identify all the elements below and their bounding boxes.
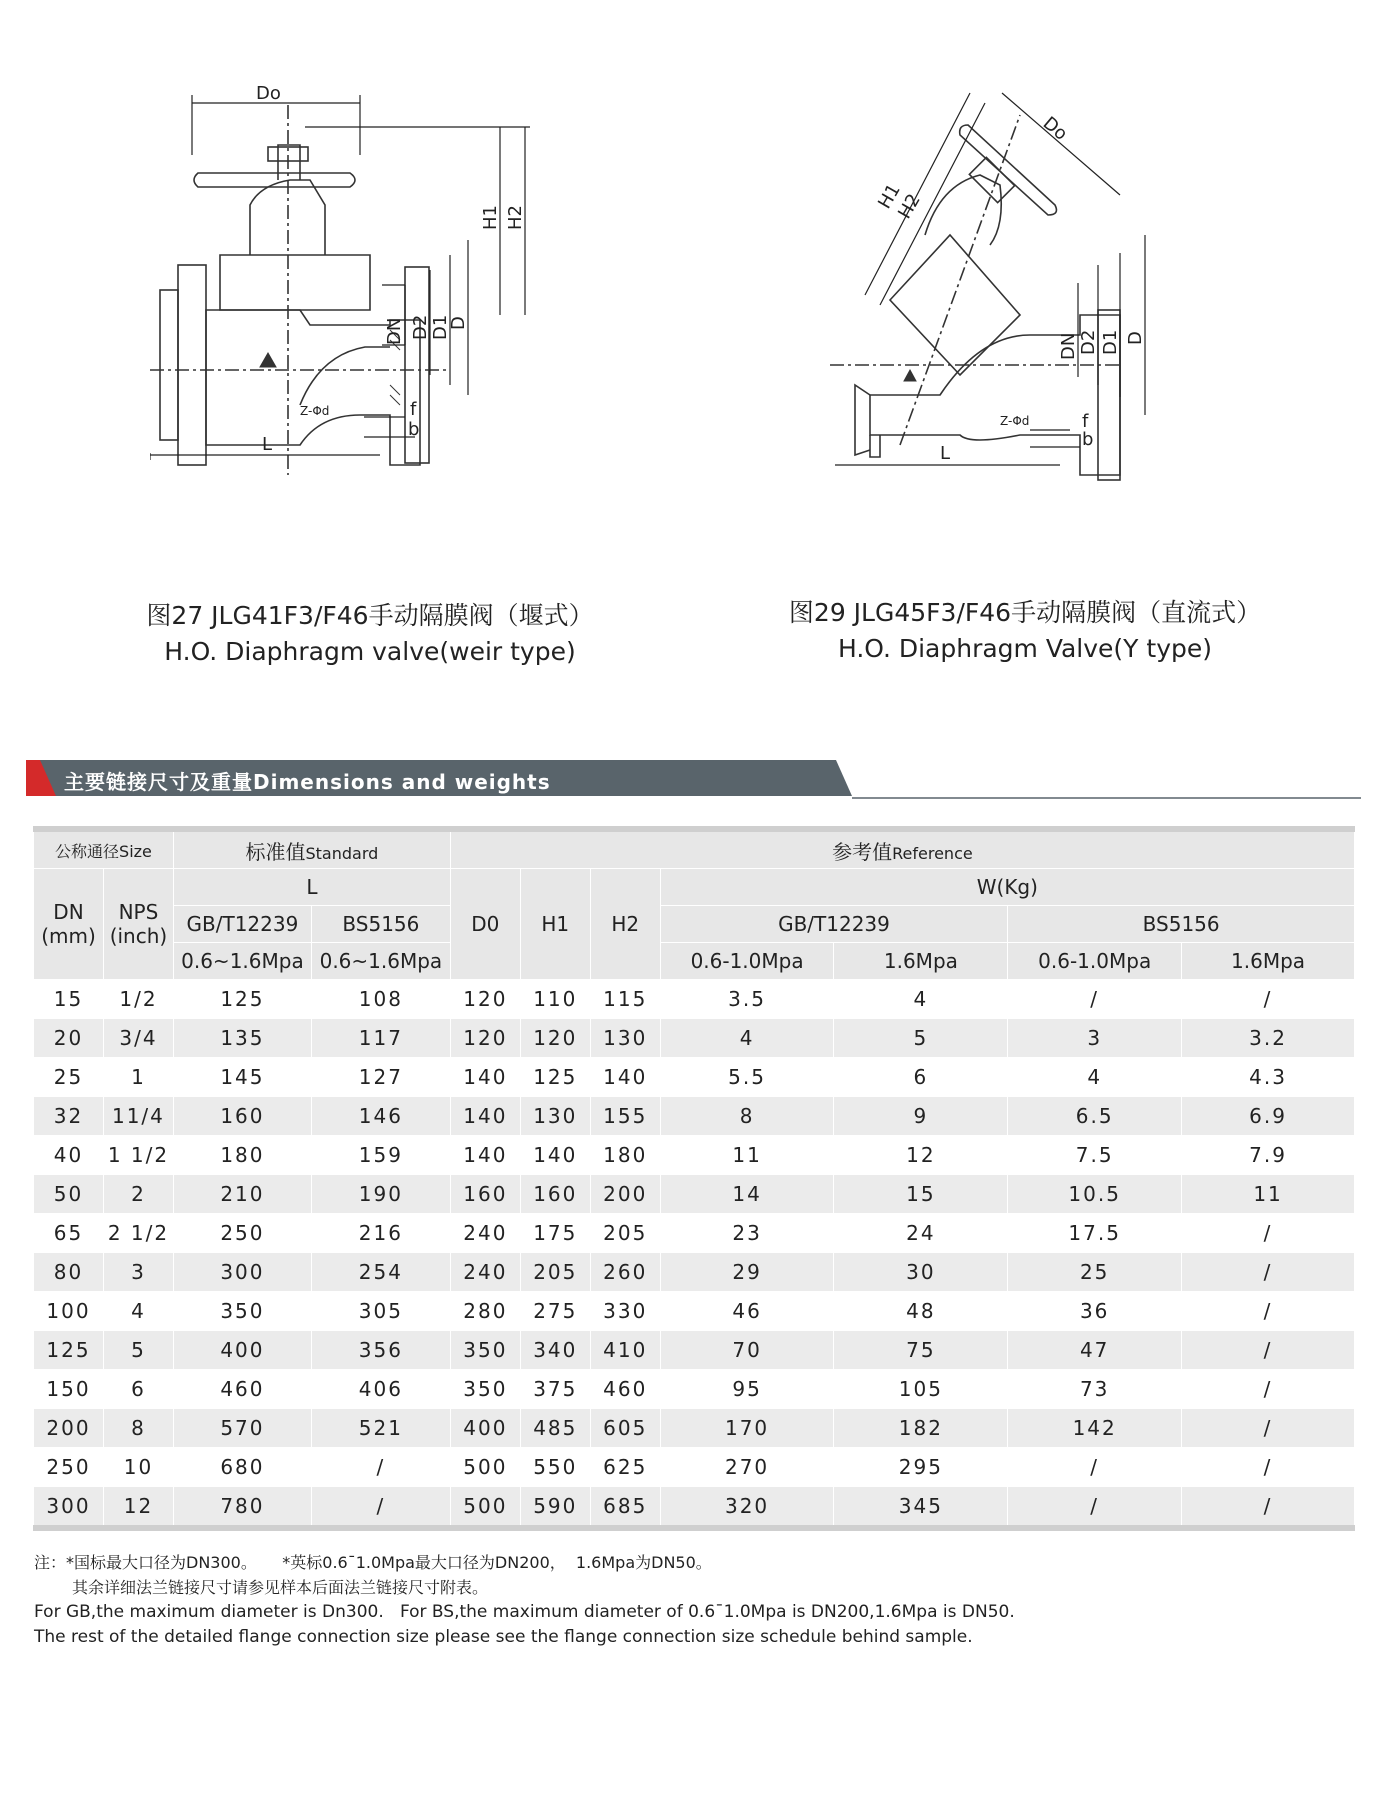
l-bs-header: BS5156 xyxy=(311,906,450,943)
table-cell: 50 xyxy=(34,1175,104,1214)
table-cell: 29 xyxy=(660,1253,834,1292)
table-cell: 625 xyxy=(590,1448,660,1487)
table-cell: 590 xyxy=(520,1487,590,1529)
table-cell: 135 xyxy=(173,1019,311,1058)
reference-cn: 参考值 xyxy=(832,839,893,864)
table-cell: 216 xyxy=(311,1214,450,1253)
table-row xyxy=(34,1097,1355,1136)
dn-label: DN xyxy=(53,900,84,924)
table-cell: 6 xyxy=(834,1058,1008,1097)
h2-header: H2 xyxy=(590,869,660,980)
table-cell: / xyxy=(1008,1487,1182,1529)
table-body xyxy=(34,980,1355,1529)
figure-y-valve xyxy=(820,85,1250,545)
table-cell: 7.9 xyxy=(1182,1136,1355,1175)
d0-header: D0 xyxy=(450,869,520,980)
label-d1: D1 xyxy=(1100,329,1121,355)
note-en-2: The rest of the detailed flange connection size please see the flange connection size schedule behind sample. xyxy=(34,1627,973,1647)
table-cell: 70 xyxy=(660,1331,834,1370)
table-cell: 73 xyxy=(1008,1370,1182,1409)
table-cell: / xyxy=(1182,1448,1355,1487)
table-cell: 15 xyxy=(34,980,104,1019)
reference-en: Reference xyxy=(892,843,973,863)
table-cell: / xyxy=(1182,1370,1355,1409)
table-cell: 170 xyxy=(660,1409,834,1448)
table-cell: 105 xyxy=(834,1370,1008,1409)
label-h1: H1 xyxy=(874,180,905,213)
table-row xyxy=(34,1487,1355,1529)
table-cell: 125 xyxy=(173,980,311,1019)
table-cell: 680 xyxy=(173,1448,311,1487)
table-cell: 7.5 xyxy=(1008,1136,1182,1175)
nps-unit: (inch) xyxy=(109,924,168,948)
table-cell: 280 xyxy=(450,1292,520,1331)
table-cell: 175 xyxy=(520,1214,590,1253)
table-cell: 100 xyxy=(34,1292,104,1331)
table-cell: / xyxy=(1008,980,1182,1019)
standard-en: Standard xyxy=(305,843,379,863)
table-cell: 160 xyxy=(520,1175,590,1214)
table-cell: 160 xyxy=(450,1175,520,1214)
table-cell: 4 xyxy=(660,1019,834,1058)
table-cell: 210 xyxy=(173,1175,311,1214)
table-cell: 11/4 xyxy=(103,1097,173,1136)
w-gb-pressure-1: 0.6-1.0Mpa xyxy=(660,943,834,980)
table-cell: 340 xyxy=(520,1331,590,1370)
weir-valve-drawing xyxy=(150,85,620,540)
table-cell: / xyxy=(1182,1253,1355,1292)
table-cell: 10.5 xyxy=(1008,1175,1182,1214)
table-cell: 410 xyxy=(590,1331,660,1370)
table-cell: 11 xyxy=(660,1136,834,1175)
table-cell: 4 xyxy=(103,1292,173,1331)
table-cell: 1/2 xyxy=(103,980,173,1019)
table-cell: / xyxy=(1008,1448,1182,1487)
table-cell: 46 xyxy=(660,1292,834,1331)
l-gb-header: GB/T12239 xyxy=(173,906,311,943)
table-cell: 140 xyxy=(450,1058,520,1097)
label-do: Do xyxy=(256,85,281,104)
table-cell: / xyxy=(1182,1409,1355,1448)
table-cell: 500 xyxy=(450,1487,520,1529)
table-cell: 182 xyxy=(834,1409,1008,1448)
table-cell: 3 xyxy=(103,1253,173,1292)
table-cell: 485 xyxy=(520,1409,590,1448)
table-cell: 320 xyxy=(660,1487,834,1529)
table-row xyxy=(34,1292,1355,1331)
nps-label: NPS xyxy=(118,900,159,924)
table-cell: 24 xyxy=(834,1214,1008,1253)
table-cell: 108 xyxy=(311,980,450,1019)
note-cn-1: 注：*国标最大口径为DN300。 *英标0.6ˉ1.0Mpa最大口径为DN200， 1.6Mpa为DN50。 xyxy=(34,1553,712,1572)
header-row-2 xyxy=(34,869,1355,906)
nps-header xyxy=(103,869,173,980)
table-row xyxy=(34,1448,1355,1487)
table-cell: 400 xyxy=(173,1331,311,1370)
table-cell: 3.2 xyxy=(1182,1019,1355,1058)
table-cell: 460 xyxy=(590,1370,660,1409)
label-zd: Z-Φd xyxy=(1000,414,1030,428)
table-cell: 4 xyxy=(1008,1058,1182,1097)
label-f: f xyxy=(410,399,417,420)
header-row-3 xyxy=(34,906,1355,943)
table-cell: 110 xyxy=(520,980,590,1019)
w-gb-pressure-2: 1.6Mpa xyxy=(834,943,1008,980)
h1-header: H1 xyxy=(520,869,590,980)
header-row-1 xyxy=(34,829,1355,869)
figure-caption-weir xyxy=(120,598,620,670)
table-cell: 14 xyxy=(660,1175,834,1214)
table-cell: 9 xyxy=(834,1097,1008,1136)
table-row xyxy=(34,1175,1355,1214)
table-cell: 1 xyxy=(103,1058,173,1097)
table-cell: 11 xyxy=(1182,1175,1355,1214)
dn-unit: (mm) xyxy=(41,924,96,948)
table-cell: 240 xyxy=(450,1253,520,1292)
table-cell: 6.5 xyxy=(1008,1097,1182,1136)
label-h1: H1 xyxy=(480,205,501,230)
l-gb-pressure: 0.6~1.6Mpa xyxy=(173,943,311,980)
table-cell: 500 xyxy=(450,1448,520,1487)
table-cell: 125 xyxy=(520,1058,590,1097)
table-row xyxy=(34,980,1355,1019)
table-cell: 260 xyxy=(590,1253,660,1292)
table-cell: 115 xyxy=(590,980,660,1019)
table-cell: 130 xyxy=(520,1097,590,1136)
table-cell: 240 xyxy=(450,1214,520,1253)
table-cell: 350 xyxy=(450,1370,520,1409)
section-title: 主要链接尺寸及重量Dimensions and weights xyxy=(64,770,551,794)
label-dn: DN xyxy=(1058,332,1079,360)
w-gb-header: GB/T12239 xyxy=(660,906,1008,943)
figure-weir-valve xyxy=(150,85,620,540)
table-cell: 120 xyxy=(450,980,520,1019)
table-cell: 406 xyxy=(311,1370,450,1409)
table-cell: 375 xyxy=(520,1370,590,1409)
label-do: Do xyxy=(1038,112,1072,145)
table-cell: 200 xyxy=(34,1409,104,1448)
figure-caption-y xyxy=(780,595,1270,667)
l-header: L xyxy=(173,869,450,906)
w-bs-pressure-2: 1.6Mpa xyxy=(1182,943,1355,980)
table-cell: 140 xyxy=(450,1097,520,1136)
table-cell: 345 xyxy=(834,1487,1008,1529)
note-cn-2: 其余详细法兰链接尺寸请参见样本后面法兰链接尺寸附表。 xyxy=(72,1578,489,1597)
table-cell: 12 xyxy=(103,1487,173,1529)
caption-en: H.O. Diaphragm valve(weir type) xyxy=(164,637,576,666)
table-cell: 330 xyxy=(590,1292,660,1331)
table-cell: 270 xyxy=(660,1448,834,1487)
table-row xyxy=(34,1409,1355,1448)
label-d: D xyxy=(448,316,469,330)
table-cell: 180 xyxy=(590,1136,660,1175)
label-d1: D1 xyxy=(430,314,451,340)
table-cell: 5.5 xyxy=(660,1058,834,1097)
table-cell: 570 xyxy=(173,1409,311,1448)
table-cell: 250 xyxy=(34,1448,104,1487)
table-row xyxy=(34,1058,1355,1097)
table-cell: 80 xyxy=(34,1253,104,1292)
table-cell: 25 xyxy=(1008,1253,1182,1292)
w-bs-pressure-1: 0.6-1.0Mpa xyxy=(1008,943,1182,980)
table-cell: 8 xyxy=(103,1409,173,1448)
table-cell: 140 xyxy=(590,1058,660,1097)
table-cell: 65 xyxy=(34,1214,104,1253)
table-cell: 5 xyxy=(103,1331,173,1370)
table-cell: 180 xyxy=(173,1136,311,1175)
table-cell: 120 xyxy=(520,1019,590,1058)
table-cell: 117 xyxy=(311,1019,450,1058)
table-cell: 30 xyxy=(834,1253,1008,1292)
table-cell: 140 xyxy=(520,1136,590,1175)
table-cell: 356 xyxy=(311,1331,450,1370)
w-bs-header: BS5156 xyxy=(1008,906,1355,943)
table-cell: 36 xyxy=(1008,1292,1182,1331)
table-cell: 521 xyxy=(311,1409,450,1448)
table-cell: 3.5 xyxy=(660,980,834,1019)
table-cell: / xyxy=(1182,1487,1355,1529)
caption-cn: 图27 JLG41F3/F46手动隔膜阀（堰式） xyxy=(146,601,594,630)
table-cell: 12 xyxy=(834,1136,1008,1175)
table-cell: 275 xyxy=(520,1292,590,1331)
table-cell: 295 xyxy=(834,1448,1008,1487)
table-cell: 145 xyxy=(173,1058,311,1097)
w-header: W(Kg) xyxy=(660,869,1354,906)
table-cell: 146 xyxy=(311,1097,450,1136)
table-cell: 305 xyxy=(311,1292,450,1331)
table-cell: / xyxy=(1182,1214,1355,1253)
table-cell: 150 xyxy=(34,1370,104,1409)
table-cell: 4.3 xyxy=(1182,1058,1355,1097)
table-cell: 17.5 xyxy=(1008,1214,1182,1253)
table-cell: 75 xyxy=(834,1331,1008,1370)
label-b: b xyxy=(1082,429,1094,450)
table-cell: 350 xyxy=(450,1331,520,1370)
table-cell: 205 xyxy=(590,1214,660,1253)
table-cell: 685 xyxy=(590,1487,660,1529)
table-cell: 780 xyxy=(173,1487,311,1529)
header-row-4 xyxy=(34,943,1355,980)
table-cell: 190 xyxy=(311,1175,450,1214)
label-dn: DN xyxy=(384,317,405,345)
table-cell: 160 xyxy=(173,1097,311,1136)
label-l: L xyxy=(940,443,951,464)
dimensions-table xyxy=(33,826,1355,1531)
label-zd: Z-Φd xyxy=(300,404,330,418)
table-cell: 23 xyxy=(660,1214,834,1253)
label-b: b xyxy=(408,419,420,440)
table-cell: 200 xyxy=(590,1175,660,1214)
table-cell: 25 xyxy=(34,1058,104,1097)
table-cell: 460 xyxy=(173,1370,311,1409)
standard-group-header xyxy=(173,829,450,869)
label-l: L xyxy=(262,434,273,455)
table-cell: / xyxy=(311,1448,450,1487)
l-bs-pressure: 0.6~1.6Mpa xyxy=(311,943,450,980)
table-cell: 1 1/2 xyxy=(103,1136,173,1175)
table-cell: 300 xyxy=(34,1487,104,1529)
size-group-header: 公称通径Size xyxy=(34,829,174,869)
reference-group-header xyxy=(450,829,1354,869)
caption-cn: 图29 JLG45F3/F46手动隔膜阀（直流式） xyxy=(788,598,1262,627)
table-cell: / xyxy=(1182,1331,1355,1370)
table-row xyxy=(34,1019,1355,1058)
table-cell: 140 xyxy=(450,1136,520,1175)
label-h2: H2 xyxy=(894,190,925,223)
note-en-1: For GB,the maximum diameter is Dn300. For BS,the maximum diameter of 0.6ˉ1.0Mpa is DN200,1.6Mpa is DN50. xyxy=(34,1602,1015,1622)
table-cell: 2 1/2 xyxy=(103,1214,173,1253)
table-cell: / xyxy=(311,1487,450,1529)
table-cell: 250 xyxy=(173,1214,311,1253)
table-cell: 254 xyxy=(311,1253,450,1292)
notes xyxy=(34,1550,1015,1650)
table-row xyxy=(34,1331,1355,1370)
table-cell: 350 xyxy=(173,1292,311,1331)
table-cell: 2 xyxy=(103,1175,173,1214)
table-cell: 605 xyxy=(590,1409,660,1448)
table-cell: 5 xyxy=(834,1019,1008,1058)
table-row xyxy=(34,1214,1355,1253)
label-h2: H2 xyxy=(505,205,526,230)
table-cell: 3/4 xyxy=(103,1019,173,1058)
table-cell: 3 xyxy=(1008,1019,1182,1058)
table-cell: 6.9 xyxy=(1182,1097,1355,1136)
table-cell: 8 xyxy=(660,1097,834,1136)
table-cell: 142 xyxy=(1008,1409,1182,1448)
y-valve-drawing xyxy=(820,85,1250,545)
table-cell: 95 xyxy=(660,1370,834,1409)
table-cell: 400 xyxy=(450,1409,520,1448)
table-cell: 47 xyxy=(1008,1331,1182,1370)
table-cell: 120 xyxy=(450,1019,520,1058)
table-cell: 4 xyxy=(834,980,1008,1019)
table-row xyxy=(34,1253,1355,1292)
table-cell: / xyxy=(1182,980,1355,1019)
table-cell: 550 xyxy=(520,1448,590,1487)
table-cell: 48 xyxy=(834,1292,1008,1331)
table-cell: 40 xyxy=(34,1136,104,1175)
table-cell: 155 xyxy=(590,1097,660,1136)
caption-en: H.O. Diaphragm Valve(Y type) xyxy=(837,634,1213,663)
table-cell: 6 xyxy=(103,1370,173,1409)
table-cell: 32 xyxy=(34,1097,104,1136)
table-cell: 10 xyxy=(103,1448,173,1487)
table-cell: 130 xyxy=(590,1019,660,1058)
label-d2: D2 xyxy=(1078,329,1099,355)
table-cell: 127 xyxy=(311,1058,450,1097)
table-cell: 15 xyxy=(834,1175,1008,1214)
label-f: f xyxy=(1082,411,1089,432)
dn-header xyxy=(34,869,104,980)
table-cell: 20 xyxy=(34,1019,104,1058)
table-cell: 205 xyxy=(520,1253,590,1292)
label-d: D xyxy=(1125,331,1146,345)
table-cell: / xyxy=(1182,1292,1355,1331)
standard-cn: 标准值 xyxy=(245,839,306,864)
table-cell: 125 xyxy=(34,1331,104,1370)
table-cell: 300 xyxy=(173,1253,311,1292)
table-cell: 159 xyxy=(311,1136,450,1175)
label-d2: D2 xyxy=(410,314,431,340)
table-row xyxy=(34,1136,1355,1175)
table-row xyxy=(34,1370,1355,1409)
